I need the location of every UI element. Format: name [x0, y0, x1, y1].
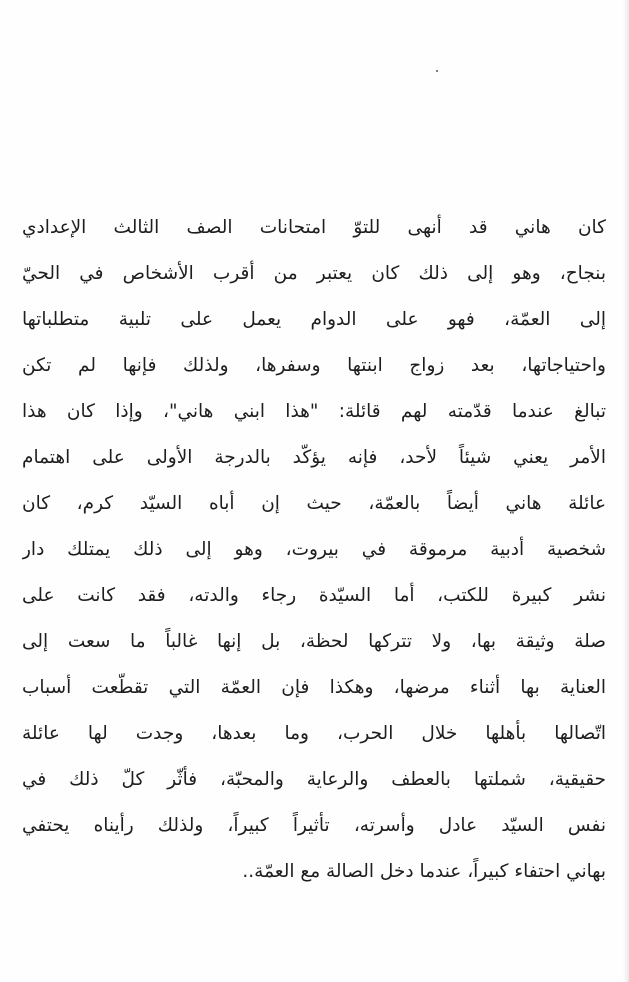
text-line-3: إلى العمّة، فهو على الدوام يعمل على تلبية متطلباتها — [22, 309, 606, 330]
text-line-1: كان هاني قد أنهى للتوّ امتحانات الصف الثالث الإعدادي — [22, 217, 606, 238]
page-speck — [436, 70, 438, 72]
text-line-10: صلة وثيقة بها، ولا تتركها لحظة، بل إنها غالباً ما سعت إلى — [22, 631, 606, 652]
text-line-5: تبالغ عندما قدّمته لهم قائلة: "هذا ابني هاني"، وإذا كان هذا — [22, 401, 606, 422]
text-line-11: العناية بها أثناء مرضها، وهكذا فإن العمّة التي تقطّعت أسباب — [22, 677, 606, 698]
text-line-13: حقيقية، شملتها بالعطف والرعاية والمحبّة، فأثّر كلّ ذلك في — [22, 769, 606, 790]
text-line-12: اتّصالها بأهلها خلال الحرب، وما بعدها، وجدت لها عائلة — [22, 723, 606, 744]
page-edge-shadow — [623, 0, 629, 982]
text-line-6: الأمر يعني شيئاً لأحد، فإنه يؤكّد بالدرجة الأولى على اهتمام — [22, 447, 606, 468]
paragraph — [22, 205, 606, 895]
text-line-7: عائلة هاني أيضاً بالعمّة، حيث إن أباه السيّد كرم، كان — [22, 493, 606, 514]
text-line-2: بنجاح، وهو إلى ذلك كان يعتبر من أقرب الأشخاص في الحيّ — [22, 263, 606, 284]
text-line-8: شخصية أدبية مرموقة في بيروت، وهو إلى ذلك يمتلك دار — [22, 539, 606, 560]
text-line-15: بهاني احتفاء كبيراً، عندما دخل الصالة مع العمّة.. — [242, 861, 606, 882]
text-line-14: نفس السيّد عادل وأسرته، تأثيراً كبيراً، ولذلك رأيناه يحتفي — [22, 815, 606, 836]
text-line-9: نشر كبيرة للكتب، أما السيّدة رجاء والدته، فقد كانت على — [22, 585, 606, 606]
text-line-4: واحتياجاتها، بعد زواج ابنتها وسفرها، ولذلك فإنها لم تكن — [22, 355, 606, 376]
